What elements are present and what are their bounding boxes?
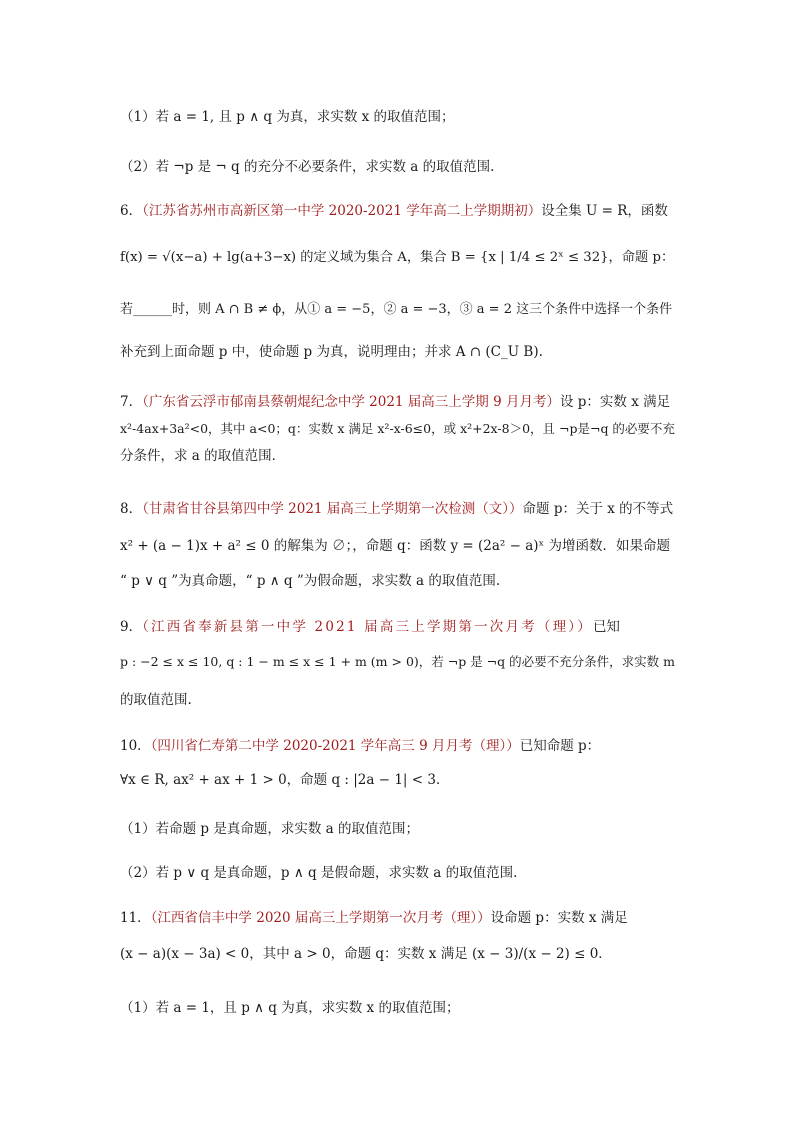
q11-source: （江西省信丰中学 2020 届高三上学期第一次月考（理））	[150, 910, 491, 926]
q6-source: （江苏省苏州市高新区第一中学 2020-2021 学年高二上学期期初）	[142, 203, 542, 219]
q10-part1: （1）若命题 p 是真命题，求实数 a 的取值范围；	[120, 821, 419, 837]
q11-number: 11．	[120, 910, 151, 926]
q9-text: 已知	[592, 619, 620, 635]
q8-source: （甘肃省甘谷县第四中学 2021 届高三上学期第一次检测（文））	[142, 501, 523, 517]
q11-header	[120, 908, 676, 928]
q6-line3: 若______时，则 A ∩ B ≠ ϕ，从① a = −5，② a = −3，③ a = 2 这三个条件中选择一个条件	[120, 302, 673, 317]
q11-line2: (x − a)(x − 3a) < 0，其中 a > 0，命题 q：实数 x 满足 (x − 3)/(x − 2) ≤ 0．	[120, 946, 612, 962]
q8-header	[120, 499, 676, 519]
q7-number: 7．	[120, 394, 143, 410]
q8-text: 命题 p：关于 x 的不等式	[522, 501, 674, 517]
q9-number: 9．	[120, 619, 143, 635]
q11-text: 设命题 p：实数 x 满足	[490, 910, 628, 926]
q7-header	[120, 392, 676, 412]
q9-line2: p : −2 ≤ x ≤ 10, q : 1 − m ≤ x ≤ 1 + m (m > 0)，若 ¬p 是 ¬q 的必要不充分条件，求实数 m	[120, 654, 675, 669]
q6-number: 6．	[120, 203, 143, 219]
q8-number: 8．	[120, 501, 143, 517]
q9-header	[120, 617, 676, 637]
q6-line4: 补充到上面命题 p 中，使命题 p 为真，说明理由；并求 A ∩ (C_U B).	[120, 344, 543, 360]
q6-line2: f(x) = √(x−a) + lg(a+3−x) 的定义域为集合 A，集合 B = {x | 1/4 ≤ 2ˣ ≤ 32}，命题 p：	[120, 250, 675, 265]
q6-header	[120, 201, 676, 221]
q10-header	[120, 736, 676, 756]
q10-line2: ∀x ∈ R, ax² + ax + 1 > 0，命题 q : |2a − 1| < 3．	[120, 772, 450, 788]
q10-text: 已知命题 p：	[519, 738, 601, 754]
q8-line3: “ p ∨ q ”为真命题，“ p ∧ q ”为假命题，求实数 a 的取值范围.	[120, 573, 501, 589]
q7-line2: x²-4ax+3a²<0，其中 a<0；q：实数 x 满足 x²-x-6≤0，或 x²+2x-8＞0，且 ¬p是¬q 的必要不充	[120, 421, 675, 436]
q7-text: 设 p：实数 x 满足	[559, 394, 671, 410]
q10-source: （四川省仁寿第二中学 2020-2021 学年高三 9 月月考（理））	[150, 738, 520, 754]
q7-source: （广东省云浮市郁南县蔡朝焜纪念中学 2021 届高三上学期 9 月月考）	[142, 394, 560, 410]
q11-part1: （1）若 a = 1，且 p ∧ q 为真，求实数 x 的取值范围；	[120, 1000, 460, 1016]
q9-source: （江西省奉新县第一中学 2021 届高三上学期第一次月考（理））	[142, 619, 593, 635]
q5-part2: （2）若 ¬p 是 ¬ q 的充分不必要条件，求实数 a 的取值范围.	[120, 159, 495, 175]
q8-line2: x² + (a − 1)x + a² ≤ 0 的解集为 ∅；，命题 q：函数 y = (2a² − a)ˣ 为增函数．如果命题	[120, 538, 671, 554]
q5-part1: （1）若 a = 1, 且 p ∧ q 为真，求实数 x 的取值范围；	[120, 109, 455, 125]
q7-line3: 分条件，求 a 的取值范围．	[120, 448, 286, 464]
q9-line3: 的取值范围.	[120, 692, 192, 708]
q6-text: 设全集 U = R，函数	[541, 203, 668, 219]
q10-number: 10．	[120, 738, 151, 754]
q10-part2: （2）若 p ∨ q 是真命题，p ∧ q 是假命题，求实数 a 的取值范围.	[120, 865, 518, 881]
